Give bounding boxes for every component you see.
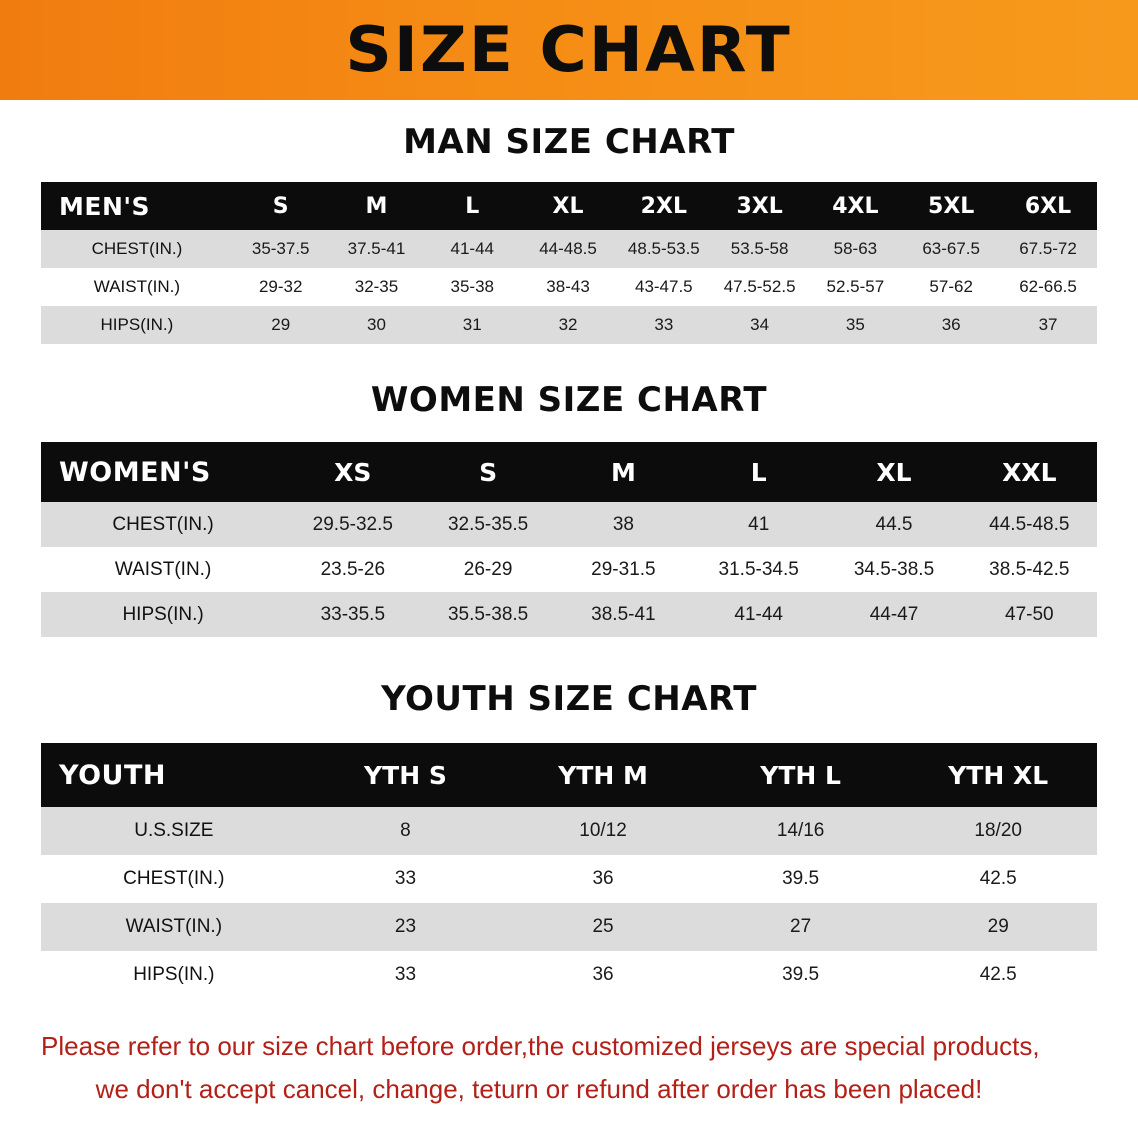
table-row	[41, 855, 1097, 903]
men-hips-l: 31	[424, 306, 520, 344]
women-waist-l: 31.5-34.5	[691, 547, 826, 592]
table-header-row	[41, 442, 1097, 502]
women-chest-xs: 29.5-32.5	[285, 502, 420, 547]
men-hips-xl: 32	[520, 306, 616, 344]
youth-ussize-yth-m: 10/12	[504, 807, 702, 855]
women-row-label-hips: HIPS(IN.)	[41, 592, 285, 637]
women-chest-l: 41	[691, 502, 826, 547]
men-row-label-hips: HIPS(IN.)	[41, 306, 233, 344]
youth-waist-yth-m: 25	[504, 903, 702, 951]
women-hips-l: 41-44	[691, 592, 826, 637]
men-hips-2xl: 33	[616, 306, 712, 344]
men-hips-3xl: 34	[712, 306, 808, 344]
page-title: SIZE CHART	[345, 13, 793, 86]
youth-header-yth-m: YTH M	[504, 743, 702, 807]
men-waist-4xl: 52.5-57	[808, 268, 904, 306]
youth-row-label-waist: WAIST(IN.)	[41, 903, 307, 951]
women-section-heading: WOMEN SIZE CHART	[370, 380, 768, 420]
women-header-m: M	[556, 442, 691, 502]
youth-waist-yth-l: 27	[702, 903, 900, 951]
youth-header-yth-xl: YTH XL	[899, 743, 1097, 807]
women-chest-m: 38	[556, 502, 691, 547]
men-chest-s: 35-37.5	[233, 230, 329, 268]
youth-size-table-wrap	[41, 743, 1097, 999]
women-size-table	[41, 442, 1097, 637]
youth-header-label: YOUTH	[41, 743, 307, 807]
men-waist-m: 32-35	[329, 268, 425, 306]
table-row	[41, 268, 1097, 306]
women-header-label: WOMEN'S	[41, 442, 285, 502]
women-waist-xxl: 38.5-42.5	[962, 547, 1097, 592]
men-hips-4xl: 35	[808, 306, 904, 344]
table-row	[41, 547, 1097, 592]
policy-note-line-2: we don't accept cancel, change, teturn or refund after order has been placed!	[95, 1073, 983, 1104]
youth-header-yth-s: YTH S	[307, 743, 505, 807]
women-waist-m: 29-31.5	[556, 547, 691, 592]
men-header-6xl: 6XL	[999, 182, 1097, 230]
men-chest-2xl: 48.5-53.5	[616, 230, 712, 268]
men-header-5xl: 5XL	[903, 182, 999, 230]
men-header-label: MEN'S	[41, 182, 233, 230]
men-row-label-waist: WAIST(IN.)	[41, 268, 233, 306]
man-size-table-wrap	[41, 182, 1097, 344]
men-waist-s: 29-32	[233, 268, 329, 306]
youth-hips-yth-m: 36	[504, 951, 702, 999]
men-chest-xl: 44-48.5	[520, 230, 616, 268]
table-header-row	[41, 743, 1097, 807]
youth-chest-yth-s: 33	[307, 855, 505, 903]
women-hips-m: 38.5-41	[556, 592, 691, 637]
youth-ussize-yth-xl: 18/20	[899, 807, 1097, 855]
table-row	[41, 807, 1097, 855]
men-waist-5xl: 57-62	[903, 268, 999, 306]
men-row-label-chest: CHEST(IN.)	[41, 230, 233, 268]
men-header-m: M	[329, 182, 425, 230]
youth-hips-yth-l: 39.5	[702, 951, 900, 999]
youth-chest-yth-xl: 42.5	[899, 855, 1097, 903]
men-chest-m: 37.5-41	[329, 230, 425, 268]
men-header-2xl: 2XL	[616, 182, 712, 230]
men-chest-l: 41-44	[424, 230, 520, 268]
youth-chest-yth-m: 36	[504, 855, 702, 903]
policy-note-line-1: Please refer to our size chart before order,the customized jerseys are special products,	[41, 1031, 1040, 1061]
youth-row-label-chest: CHEST(IN.)	[41, 855, 307, 903]
women-waist-s: 26-29	[420, 547, 555, 592]
men-header-4xl: 4XL	[808, 182, 904, 230]
youth-waist-yth-xl: 29	[899, 903, 1097, 951]
youth-size-table	[41, 743, 1097, 999]
youth-waist-yth-s: 23	[307, 903, 505, 951]
men-header-s: S	[233, 182, 329, 230]
policy-note	[41, 1025, 1097, 1111]
women-hips-xl: 44-47	[826, 592, 961, 637]
youth-row-label-hips: HIPS(IN.)	[41, 951, 307, 999]
table-row	[41, 592, 1097, 637]
men-hips-m: 30	[329, 306, 425, 344]
men-waist-6xl: 62-66.5	[999, 268, 1097, 306]
women-waist-xl: 34.5-38.5	[826, 547, 961, 592]
man-size-table	[41, 182, 1097, 344]
youth-header-yth-l: YTH L	[702, 743, 900, 807]
men-hips-6xl: 37	[999, 306, 1097, 344]
youth-hips-yth-xl: 42.5	[899, 951, 1097, 999]
women-hips-xs: 33-35.5	[285, 592, 420, 637]
women-header-s: S	[420, 442, 555, 502]
youth-hips-yth-s: 33	[307, 951, 505, 999]
men-chest-4xl: 58-63	[808, 230, 904, 268]
men-chest-5xl: 63-67.5	[903, 230, 999, 268]
women-chest-xl: 44.5	[826, 502, 961, 547]
men-waist-3xl: 47.5-52.5	[712, 268, 808, 306]
women-hips-s: 35.5-38.5	[420, 592, 555, 637]
women-row-label-waist: WAIST(IN.)	[41, 547, 285, 592]
women-header-xl: XL	[826, 442, 961, 502]
man-section-heading: MAN SIZE CHART	[403, 122, 735, 162]
women-waist-xs: 23.5-26	[285, 547, 420, 592]
men-chest-3xl: 53.5-58	[712, 230, 808, 268]
table-row	[41, 951, 1097, 999]
youth-row-label-ussize: U.S.SIZE	[41, 807, 307, 855]
table-header-row	[41, 182, 1097, 230]
women-size-table-wrap	[41, 442, 1097, 637]
table-row	[41, 306, 1097, 344]
women-header-xs: XS	[285, 442, 420, 502]
youth-chest-yth-l: 39.5	[702, 855, 900, 903]
men-header-3xl: 3XL	[712, 182, 808, 230]
table-row	[41, 502, 1097, 547]
women-chest-s: 32.5-35.5	[420, 502, 555, 547]
men-hips-5xl: 36	[903, 306, 999, 344]
men-waist-2xl: 43-47.5	[616, 268, 712, 306]
table-row	[41, 903, 1097, 951]
youth-section-heading: YOUTH SIZE CHART	[381, 679, 757, 719]
youth-ussize-yth-s: 8	[307, 807, 505, 855]
women-header-xxl: XXL	[962, 442, 1097, 502]
women-header-l: L	[691, 442, 826, 502]
table-row	[41, 230, 1097, 268]
men-waist-l: 35-38	[424, 268, 520, 306]
men-chest-6xl: 67.5-72	[999, 230, 1097, 268]
size-chart-banner	[0, 0, 1138, 100]
women-hips-xxl: 47-50	[962, 592, 1097, 637]
men-header-xl: XL	[520, 182, 616, 230]
youth-ussize-yth-l: 14/16	[702, 807, 900, 855]
men-header-l: L	[424, 182, 520, 230]
men-hips-s: 29	[233, 306, 329, 344]
women-row-label-chest: CHEST(IN.)	[41, 502, 285, 547]
men-waist-xl: 38-43	[520, 268, 616, 306]
women-chest-xxl: 44.5-48.5	[962, 502, 1097, 547]
